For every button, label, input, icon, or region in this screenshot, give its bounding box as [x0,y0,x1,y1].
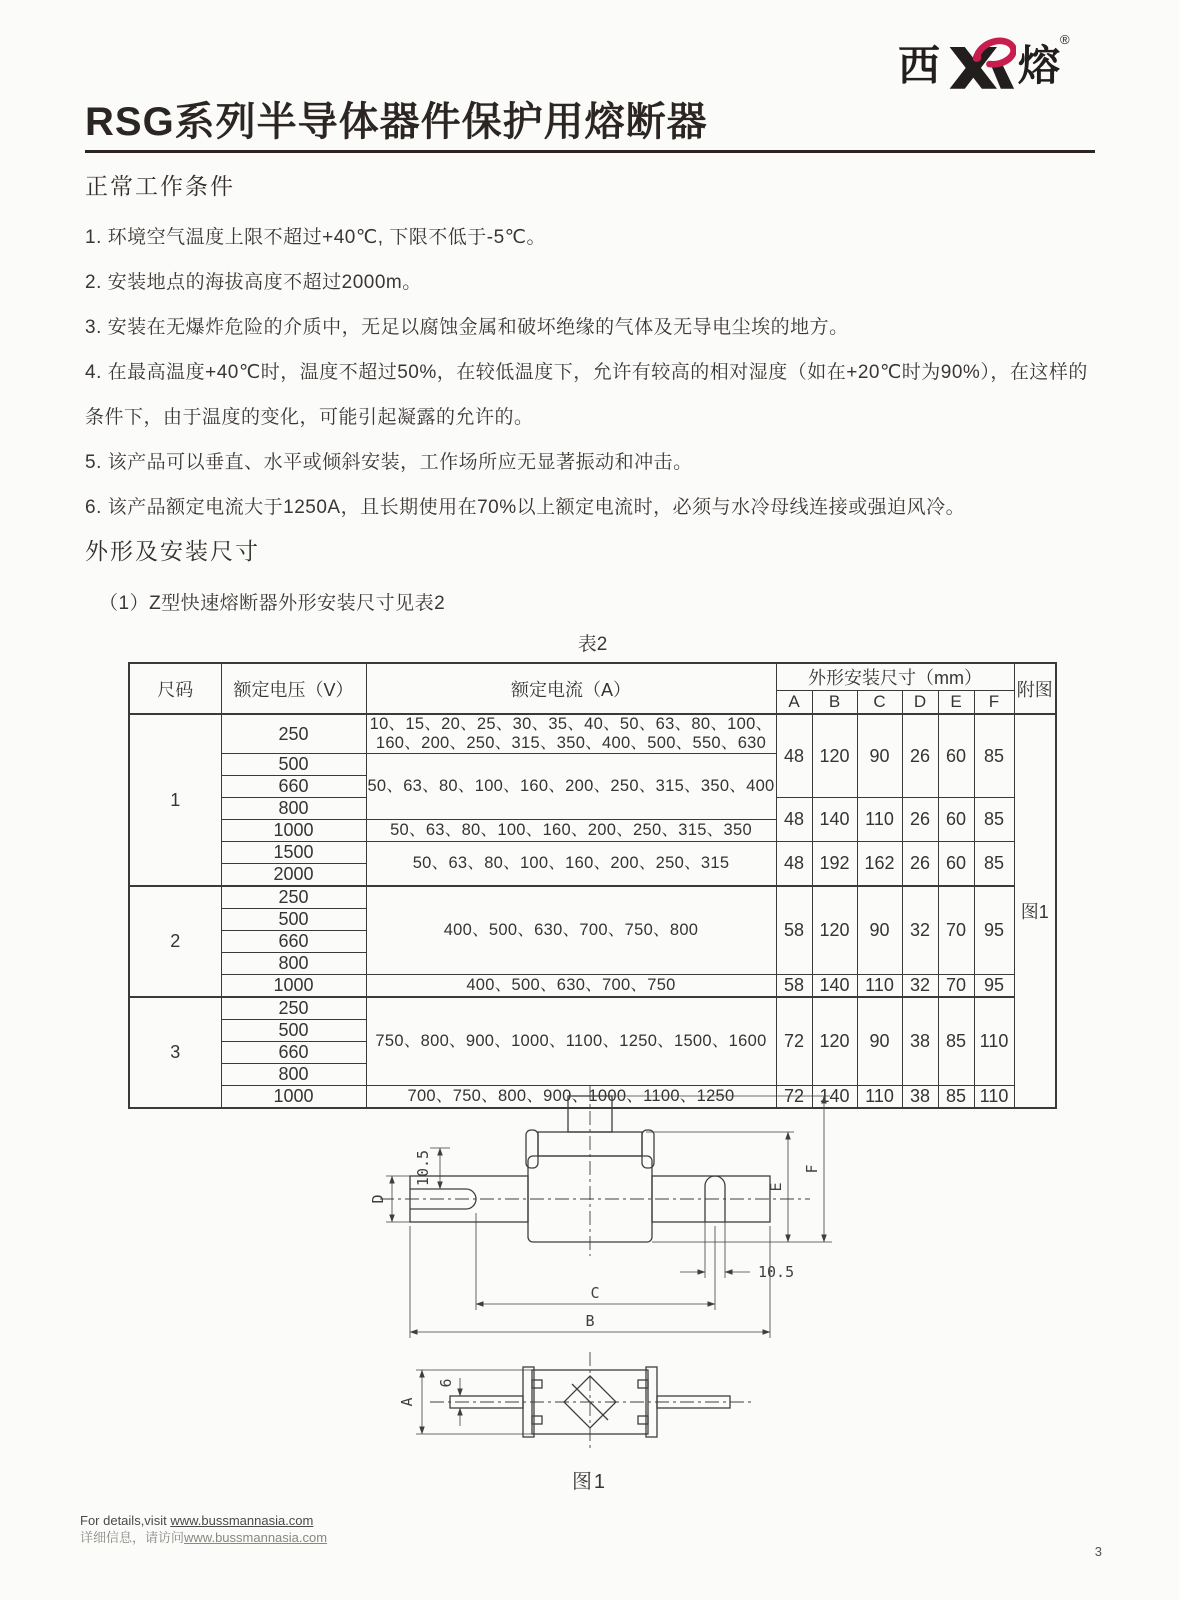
current-cell: 50、63、80、100、160、200、250、315、350 [366,820,776,842]
brand-logo [898,30,1088,102]
conditions-list [85,215,1100,530]
col-header-dim-e: E [938,691,974,715]
dim-cell: 90 [857,886,902,975]
col-header-size: 尺码 [129,663,221,714]
dim-cell: 85 [974,798,1014,842]
size-cell: 1 [129,714,221,886]
footer-link-en[interactable]: www.bussmannasia.com [170,1513,314,1528]
dim-cell: 85 [938,1086,974,1109]
dim-cell: 90 [857,714,902,798]
voltage-cell: 250 [221,997,366,1020]
figure-1 [0,1080,1179,1494]
dim-cell: 90 [857,997,902,1086]
dim-cell: 58 [776,886,812,975]
dim-cell: 60 [938,842,974,887]
dim-label-f: F [802,1164,821,1174]
dim-cell: 32 [902,975,938,998]
dim-label-slot-offset: 10.5 [413,1149,432,1187]
table-row [129,886,1056,909]
voltage-cell: 800 [221,798,366,820]
dim-cell: 70 [938,886,974,975]
dim-cell: 110 [857,798,902,842]
dim-cell: 120 [812,886,857,975]
conditions-section [85,168,1100,530]
col-header-dim-b: B [812,691,857,715]
list-item: 1. 环境空气温度上限不超过+40℃, 下限不低于-5℃。 [85,227,546,248]
dim-cell: 58 [776,975,812,998]
dim-cell: 140 [812,975,857,998]
voltage-cell: 1000 [221,1086,366,1109]
current-cell: 50、63、80、100、160、200、250、315、350、400 [366,754,776,820]
voltage-cell: 1500 [221,842,366,864]
dim-cell: 60 [938,714,974,798]
dim-cell: 110 [974,997,1014,1086]
voltage-cell: 500 [221,1020,366,1042]
fuse-outline-drawing [280,1080,900,1458]
dim-cell: 95 [974,886,1014,975]
dim-cell: 95 [974,975,1014,998]
col-header-dim-c: C [857,691,902,715]
current-cell: 10、15、20、25、30、35、40、50、63、80、100、160、200、250、315、350、400、500、550、630 [366,714,776,754]
conditions-heading: 正常工作条件 [85,173,235,199]
dim-label-b: B [584,1312,595,1330]
title-divider [85,150,1095,153]
dim-cell: 26 [902,842,938,887]
dim-cell: 140 [812,798,857,842]
table-row [129,714,1056,754]
brand-xr-icon [942,35,1016,97]
page-number: 3 [1094,1544,1102,1559]
footer-text-en: For details,visit [80,1513,171,1528]
dim-cell: 85 [974,842,1014,887]
voltage-cell: 250 [221,886,366,909]
dim-cell: 60 [938,798,974,842]
page-title: RSG系列半导体器件保护用熔断器 [85,100,708,144]
dim-cell: 70 [938,975,974,998]
table-caption: 表2 [577,634,608,655]
dim-cell: 120 [812,714,857,798]
dim-cell: 48 [776,714,812,798]
dimensions-section [85,533,1100,1109]
dim-cell: 32 [902,886,938,975]
col-header-figure: 附图 [1014,663,1056,714]
voltage-cell: 2000 [221,864,366,887]
footer-text-cn: 详细信息，请访问 [80,1530,185,1545]
dim-cell: 110 [974,1086,1014,1109]
registered-mark: ® [1060,32,1070,47]
dim-cell: 26 [902,798,938,842]
dim-cell: 38 [902,997,938,1086]
list-item: 6. 该产品额定电流大于1250A，且长期使用在70%以上额定电流时，必须与水冷母线连接或强迫风冷。 [85,497,966,518]
figure-ref-cell: 图1 [1014,714,1056,1108]
voltage-cell: 800 [221,1064,366,1086]
dim-label-c: C [589,1284,600,1302]
footer-line-cn [80,1529,327,1546]
voltage-cell: 1000 [221,820,366,842]
voltage-cell: 660 [221,931,366,953]
dim-cell: 162 [857,842,902,887]
dim-cell: 38 [902,1086,938,1109]
footer [80,1512,327,1546]
spec-table [128,662,1057,1109]
dim-label-e: E [766,1182,785,1192]
col-header-dim-a: A [776,691,812,715]
dim-label-lead: 6 [436,1378,455,1388]
dim-cell: 48 [776,798,812,842]
current-cell: 700、750、800、900、1000、1100、1250 [366,1086,776,1109]
dim-cell: 72 [776,997,812,1086]
dim-label-slot-width: 10.5 [757,1263,794,1281]
dim-cell: 192 [812,842,857,887]
col-header-dim-f: F [974,691,1014,715]
current-cell: 400、500、630、700、750 [366,975,776,998]
table-row [129,842,1056,864]
voltage-cell: 500 [221,754,366,776]
dim-label-d: D [368,1194,387,1204]
col-header-dim-d: D [902,691,938,715]
list-item: 4. 在最高温度+40℃时，温度不超过50%，在较低温度下，允许有较高的相对湿度（如在+20℃时为90%），在这样的条件下，由于温度的变化，可能引起凝露的允许的。 [85,362,1088,428]
voltage-cell: 250 [221,714,366,754]
dim-cell: 26 [902,714,938,798]
list-item: 3. 安装在无爆炸危险的介质中，无足以腐蚀金属和破坏绝缘的气体及无导电尘埃的地方。 [85,317,849,338]
list-item: 5. 该产品可以垂直、水平或倾斜安装，工作场所应无显著振动和冲击。 [85,452,693,473]
voltage-cell: 660 [221,776,366,798]
dim-cell: 110 [857,1086,902,1109]
dim-cell: 120 [812,997,857,1086]
voltage-cell: 500 [221,909,366,931]
dim-cell: 110 [857,975,902,998]
dim-cell: 72 [776,1086,812,1109]
table-row [129,975,1056,998]
voltage-cell: 1000 [221,975,366,998]
table-row [129,997,1056,1020]
dim-cell: 140 [812,1086,857,1109]
current-cell: 750、800、900、1000、1100、1250、1500、1600 [366,997,776,1086]
col-header-voltage: 额定电压（V） [221,663,366,714]
footer-link-cn[interactable]: www.bussmannasia.com [184,1530,328,1545]
size-cell: 3 [129,997,221,1108]
dim-label-a: A [397,1397,416,1407]
size-cell: 2 [129,886,221,997]
list-item: 2. 安装地点的海拔高度不超过2000m。 [85,272,422,293]
col-header-dims: 外形安装尺寸（mm） [776,663,1014,691]
dimensions-note: （1）Z型快速熔断器外形安装尺寸见表2 [99,593,446,614]
footer-line-en [80,1512,327,1529]
current-cell: 400、500、630、700、750、800 [366,886,776,975]
brand-char-left: 西 [898,42,941,89]
col-header-current: 额定电流（A） [366,663,776,714]
dim-cell: 85 [974,714,1014,798]
current-cell: 50、63、80、100、160、200、250、315 [366,842,776,887]
dim-cell: 48 [776,842,812,887]
voltage-cell: 660 [221,1042,366,1064]
dimensions-heading: 外形及安装尺寸 [85,538,260,564]
brand-char-right: 熔 [1018,42,1061,89]
figure-caption: 图1 [571,1471,608,1493]
voltage-cell: 800 [221,953,366,975]
dim-cell: 85 [938,997,974,1086]
